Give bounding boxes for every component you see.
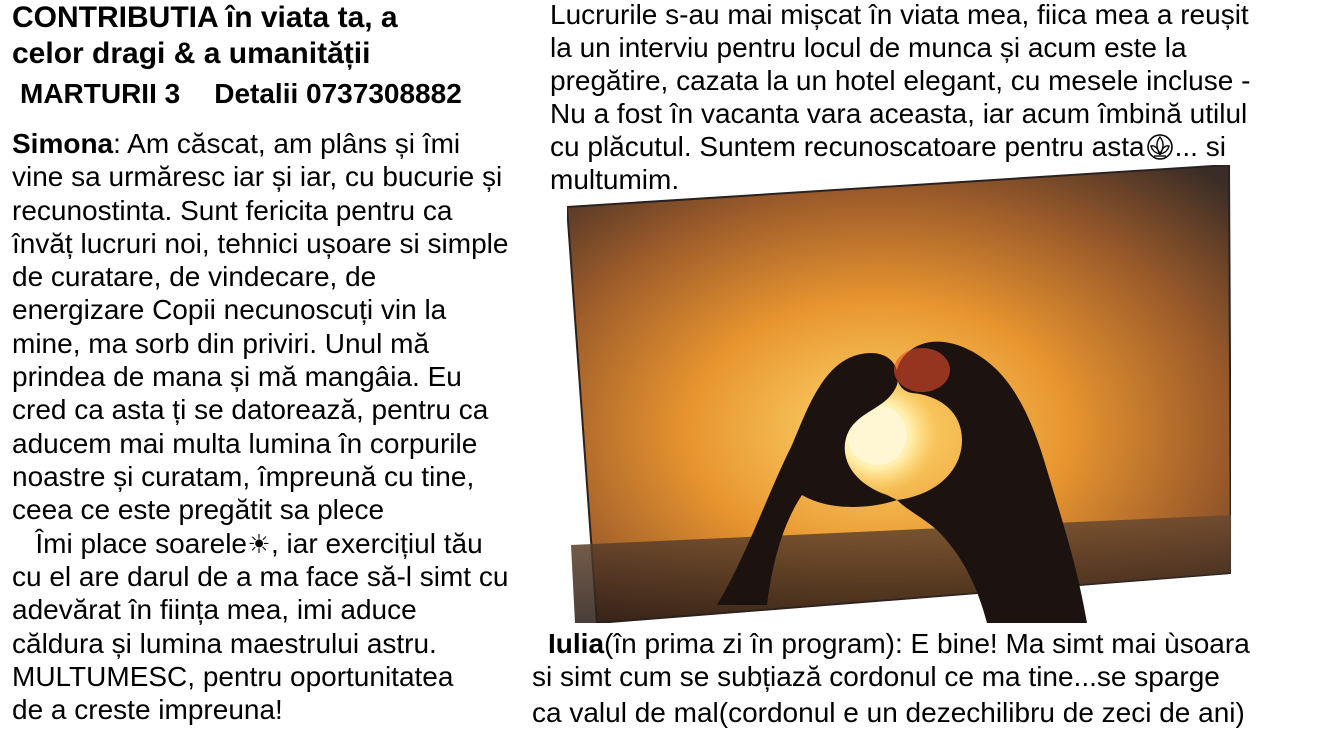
testimonial-line: de a creste impreuna! — [12, 694, 283, 725]
author-name: Simona — [12, 128, 114, 159]
testimonial-line: pregătire, cazata la un hotel elegant, cu mesele incluse - — [550, 65, 1251, 96]
subtitle — [20, 76, 462, 112]
contact-details: Detalii 0737308882 — [214, 78, 462, 109]
testimonial-line: cred ca asta ți se datorează, pentru ca — [12, 394, 489, 425]
testimonial-line: ca valul de mal(cordonul e un dezechilibru de zeci de ani) — [532, 697, 1245, 728]
testimonial-line: si simt cum se subțiază cordonul ce ma tine...se sparge — [532, 661, 1220, 692]
heart-hands-sunset-photo — [567, 165, 1231, 623]
testimonial-line: Lucrurile s-au mai mișcat în viata mea, fiica mea a reușit — [550, 0, 1249, 30]
testimonial-line: energizare Copii necunoscuți vin la — [12, 294, 447, 325]
testimonial-line: la un interviu pentru locul de munca și acum este la — [550, 32, 1187, 63]
sun-icon: ☀ — [247, 529, 271, 559]
testimonial-line: de curatare, de vindecare, de — [12, 261, 377, 292]
testimonial-line: aducem mai multa lumina în corpurile — [12, 428, 478, 459]
testimonial-line: noastre și curatam, împreună cu tine, — [12, 461, 475, 492]
page-title — [12, 0, 398, 72]
testimonial-line: multumim. — [550, 164, 680, 195]
testimonial-line: cu plăcutul. Suntem recunoscatoare pentru asta ... si — [550, 131, 1226, 162]
testimonial-line: învăț lucruri noi, tehnici ușoare si simple — [12, 228, 509, 259]
testimonial-line: vine sa urmăresc iar și iar, cu bucurie și — [12, 161, 503, 192]
title-line-1: CONTRIBUTIA în viata ta, a — [12, 1, 398, 34]
testimonial-line: Îmi place soarele☀, iar exercițiul tău — [12, 528, 483, 559]
testimonial-line: cu el are darul de a ma face să-l simt cu — [12, 561, 509, 592]
title-line-2: celor dragi & a umanității — [12, 37, 371, 70]
testimonial-line: prindea de mana și mă mangâia. Eu — [12, 361, 462, 392]
testimonial-line: Iulia(în prima zi în program): E bine! Ma simt mai ùsoara — [548, 628, 1250, 659]
testimonial-line: Simona: Am căscat, am plâns și îmi — [12, 128, 461, 159]
testimonial-line: Nu a fost în vacanta vara aceasta, iar acum îmbină utilul — [550, 98, 1248, 129]
testimonial-line: ceea ce este pregătit sa plece — [12, 494, 385, 525]
testimonial-line: recunostinta. Sunt fericita pentru ca — [12, 195, 453, 226]
testimonial-line: căldura și lumina maestrului astru. — [12, 628, 437, 659]
testimonial-line: mine, ma sorb din priviri. Unul mă — [12, 328, 430, 359]
subtitle-label: MARTURII 3 — [20, 78, 181, 109]
author-name: Iulia — [548, 628, 605, 659]
lotus-icon — [1145, 132, 1175, 162]
testimonial-line: MULTUMESC, pentru oportunitatea — [12, 661, 454, 692]
testimonial-line: adevărat în ființa mea, imi aduce — [12, 594, 417, 625]
